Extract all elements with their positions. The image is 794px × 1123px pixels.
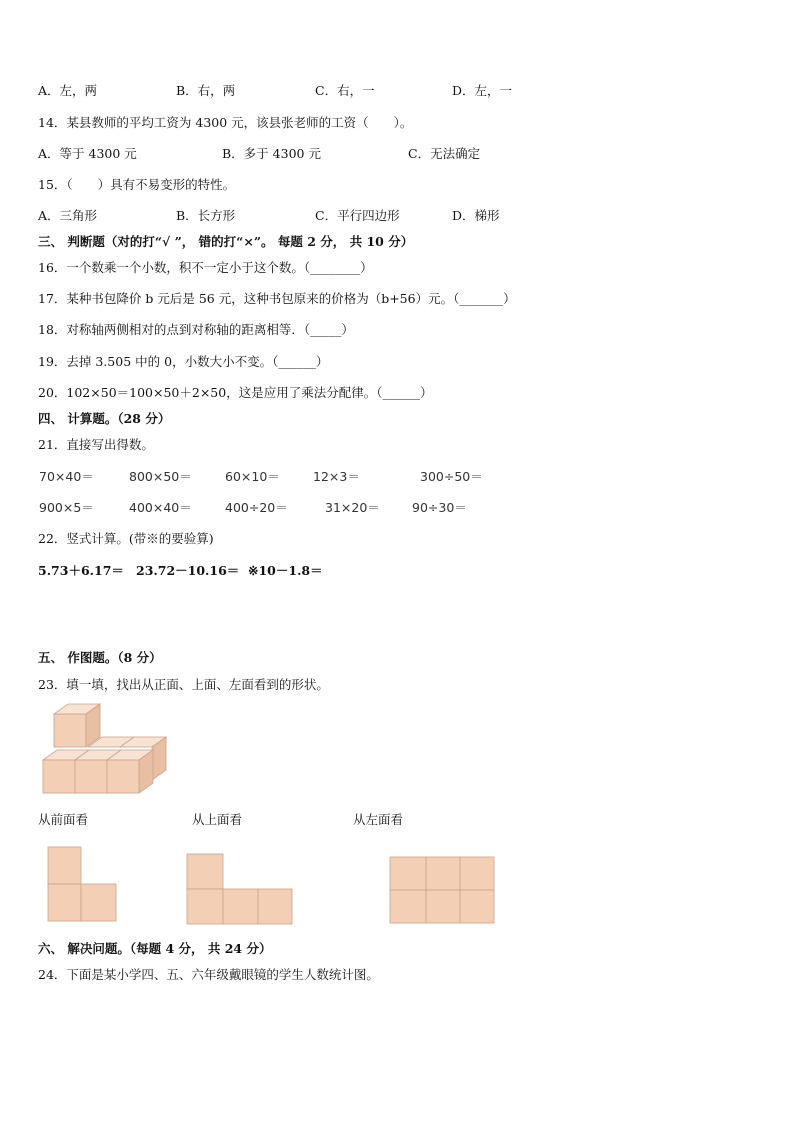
view-square <box>258 889 292 924</box>
left-view-figure <box>389 856 497 926</box>
judgment-16: 16．一个数乘一个小数，积不一定小于这个数。（________） <box>38 260 373 275</box>
calc-item: 31×20＝ <box>325 500 380 515</box>
section4-heading: 四、 计算题。（28 分） <box>38 411 171 426</box>
view-label-left: 从左面看 <box>353 812 404 827</box>
view-square <box>426 857 460 890</box>
view-square <box>48 847 81 884</box>
judgment-20: 20．102×50＝100×50＋2×50，这是应用了乘法分配律。（______） <box>38 385 433 400</box>
judgment-18: 18．对称轴两侧相对的点到对称轴的距离相等．（_____） <box>38 322 354 337</box>
judgment-19: 19．去掉 3.505 中的 0，小数大小不变。（______） <box>38 354 329 369</box>
q13-option-c: C．右，一 <box>315 83 375 98</box>
cube-stack-figure <box>40 702 172 798</box>
view-square <box>390 857 426 890</box>
view-square <box>223 889 258 924</box>
q21-stem: 21．直接写出得数。 <box>38 437 154 452</box>
q13-option-d: D．左，一 <box>452 83 513 98</box>
view-label-top: 从上面看 <box>192 812 243 827</box>
judgment-17: 17．某种书包降价 b 元后是 56 元，这种书包原来的价格为（b+56）元。（_______） <box>38 291 516 306</box>
q14-option-a: A．等于 4300 元 <box>38 146 137 161</box>
q15-stem: 15．（ ）具有不易变形的特性。 <box>38 177 236 192</box>
calc-item: 60×10＝ <box>225 469 280 484</box>
q23-stem: 23．填一填，找出从正面、上面、左面看到的形状。 <box>38 677 329 692</box>
view-square <box>460 890 494 923</box>
q13-option-b: B．右，两 <box>176 83 236 98</box>
q22-stem: 22．竖式计算。(带※的要验算) <box>38 531 214 546</box>
calc-item: 400÷20＝ <box>225 500 288 515</box>
view-square <box>48 884 81 921</box>
q22-item-1: 5.73＋6.17＝ <box>38 563 124 578</box>
view-square <box>426 890 460 923</box>
view-square <box>187 854 223 889</box>
q15-option-c: C．平行四边形 <box>315 208 400 223</box>
q13-option-a: A．左，两 <box>38 83 98 98</box>
view-label-front: 从前面看 <box>38 812 89 827</box>
section3-heading: 三、 判断题（对的打“√ ”， 错的打“×”。 每题 2 分， 共 10 分） <box>38 234 414 249</box>
calc-item: 900×5＝ <box>39 500 94 515</box>
section6-heading: 六、 解决问题。（每题 4 分， 共 24 分） <box>38 941 272 956</box>
cube-front <box>75 760 107 793</box>
calc-item: 800×50＝ <box>129 469 192 484</box>
q15-option-b: B．长方形 <box>176 208 236 223</box>
q15-option-a: A．三角形 <box>38 208 98 223</box>
section5-heading: 五、 作图题。（8 分） <box>38 650 162 665</box>
view-square <box>81 884 116 921</box>
q22-item-2: 23.72－10.16＝ <box>136 563 240 578</box>
front-view-figure <box>47 846 119 924</box>
view-square <box>390 890 426 923</box>
q14-option-b: B．多于 4300 元 <box>222 146 321 161</box>
cube-front <box>43 760 75 793</box>
q24-stem: 24．下面是某小学四、五、六年级戴眼镜的学生人数统计图。 <box>38 967 379 982</box>
q14-stem: 14．某县教师的平均工资为 4300 元，该县张老师的工资（ ）。 <box>38 115 413 130</box>
calc-item: 90÷30＝ <box>412 500 467 515</box>
top-view-figure <box>186 853 296 927</box>
cube-front <box>54 714 86 747</box>
calc-item: 70×40＝ <box>39 469 94 484</box>
q15-option-d: D．梯形 <box>452 208 500 223</box>
calc-item: 400×40＝ <box>129 500 192 515</box>
q22-item-3: ※10－1.8＝ <box>248 563 323 578</box>
view-square <box>460 857 494 890</box>
calc-item: 12×3＝ <box>313 469 360 484</box>
cube-front <box>107 760 139 793</box>
q14-option-c: C．无法确定 <box>408 146 481 161</box>
view-square <box>187 889 223 924</box>
calc-item: 300÷50＝ <box>420 469 483 484</box>
